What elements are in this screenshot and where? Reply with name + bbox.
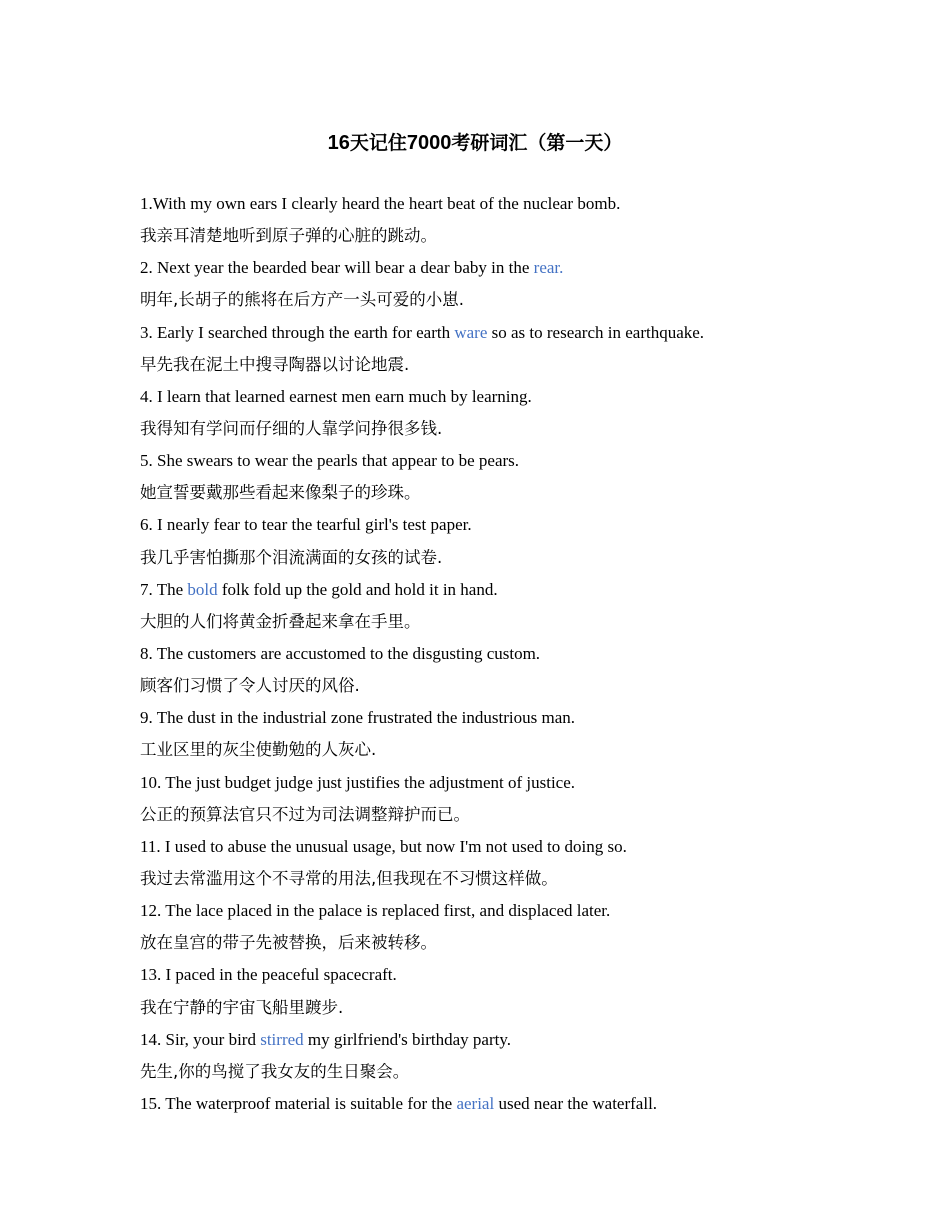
english-sentence [140,509,900,541]
sentence-entry [140,574,900,638]
english-sentence [140,252,900,284]
english-sentence [140,831,900,863]
sentence-text: 11. I used to abuse the unusual usage, but now I'm not used to doing so. [140,836,627,856]
chinese-translation: 先生,你的鸟搅了我女友的生日聚会。 [140,1061,410,1081]
sentence-list [140,188,900,1120]
sentence-text: 8. The customers are accustomed to the disgusting custom. [140,643,541,663]
sentence-text: 3. Early I searched through the earth for earth [140,322,455,342]
chinese-translation: 放在皇宫的带子先被替换，后来被转移。 [140,933,437,953]
sentence-entry [140,445,900,509]
english-sentence [140,638,900,670]
sentence-entry [140,1024,900,1088]
title-text-days: 天记住 [349,132,407,154]
english-sentence [140,1088,900,1120]
sentence-entry [140,831,900,895]
sentence-entry [140,959,900,1023]
highlighted-word: bold [187,579,218,599]
english-sentence [140,702,900,734]
sentence-entry [140,638,900,702]
sentence-text: 14. Sir, your bird [140,1029,261,1049]
sentence-entry [140,188,900,252]
english-sentence [140,445,900,477]
english-sentence [140,574,900,606]
chinese-translation: 我在宁静的宇宙飞船里踱步. [140,997,344,1017]
sentence-text: so as to research in earthquake. [487,322,705,342]
sentence-text: my girlfriend's birthday party. [303,1029,511,1049]
english-sentence [140,959,900,991]
sentence-text: 9. The dust in the industrial zone frustrated the industrious man. [140,708,575,728]
sentence-entry [140,767,900,831]
chinese-translation: 我亲耳清楚地听到原子弹的心脏的跳动。 [140,226,437,246]
sentence-text: 12. The lace placed in the palace is replaced first, and displaced later. [140,901,611,921]
sentence-text: 2. Next year the bearded bear will bear a dear baby in the [140,258,534,278]
chinese-translation: 我得知有学问而仔细的人靠学问挣很多钱. [140,418,443,438]
title-number-words: 7000 [406,132,452,154]
sentence-text: 6. I nearly fear to tear the tearful girl's test paper. [140,515,472,535]
sentence-entry [140,509,900,573]
english-sentence [140,895,900,927]
chinese-translation: 公正的预算法官只不过为司法调整辩护而已。 [140,804,470,824]
sentence-text: 4. I learn that learned earnest men earn much by learning. [140,386,532,406]
highlighted-word: stirred [260,1029,304,1049]
sentence-text: 10. The just budget judge just justifies the adjustment of justice. [140,772,576,792]
chinese-translation: 大胆的人们将黄金折叠起来拿在手里。 [140,611,421,631]
chinese-translation: 她宣誓要戴那些看起来像梨子的珍珠。 [140,483,421,503]
sentence-text: 15. The waterproof material is suitable for the [140,1093,457,1113]
chinese-translation: 明年,长胡子的熊将在后方产一头可爱的小崽. [140,290,464,310]
sentence-entry [140,381,900,445]
highlighted-word: aerial [456,1093,495,1113]
english-sentence [140,317,900,349]
chinese-translation: 我过去常滥用这个不寻常的用法,但我现在不习惯这样做。 [140,868,558,888]
chinese-translation: 顾客们习惯了令人讨厌的风俗. [140,676,360,696]
page-title [0,128,950,158]
highlighted-word: ware [454,322,488,342]
english-sentence [140,381,900,413]
title-number-days: 16 [327,132,350,154]
chinese-translation: 我几乎害怕撕那个泪流满面的女孩的试卷. [140,547,443,567]
highlighted-word: rear. [533,258,564,278]
title-text-rest: 考研词汇（第一天） [451,132,623,154]
sentence-entry [140,895,900,959]
sentence-text: 1.With my own ears I clearly heard the heart beat of the nuclear bomb. [140,194,621,213]
sentence-text: 13. I paced in the peaceful spacecraft. [140,965,397,985]
sentence-entry [140,317,900,381]
chinese-translation: 早先我在泥土中搜寻陶器以讨论地震. [140,354,410,374]
sentence-entry [140,1088,900,1120]
sentence-text: 5. She swears to wear the pearls that appear to be pears. [140,451,520,471]
sentence-entry [140,702,900,766]
sentence-text: 7. The [140,579,188,599]
english-sentence [140,1024,900,1056]
english-sentence [140,767,900,799]
english-sentence [140,188,900,220]
sentence-text: folk fold up the gold and hold it in hand. [217,579,498,599]
sentence-entry [140,252,900,316]
sentence-text: used near the waterfall. [494,1093,658,1113]
chinese-translation: 工业区里的灰尘使勤勉的人灰心. [140,740,377,760]
